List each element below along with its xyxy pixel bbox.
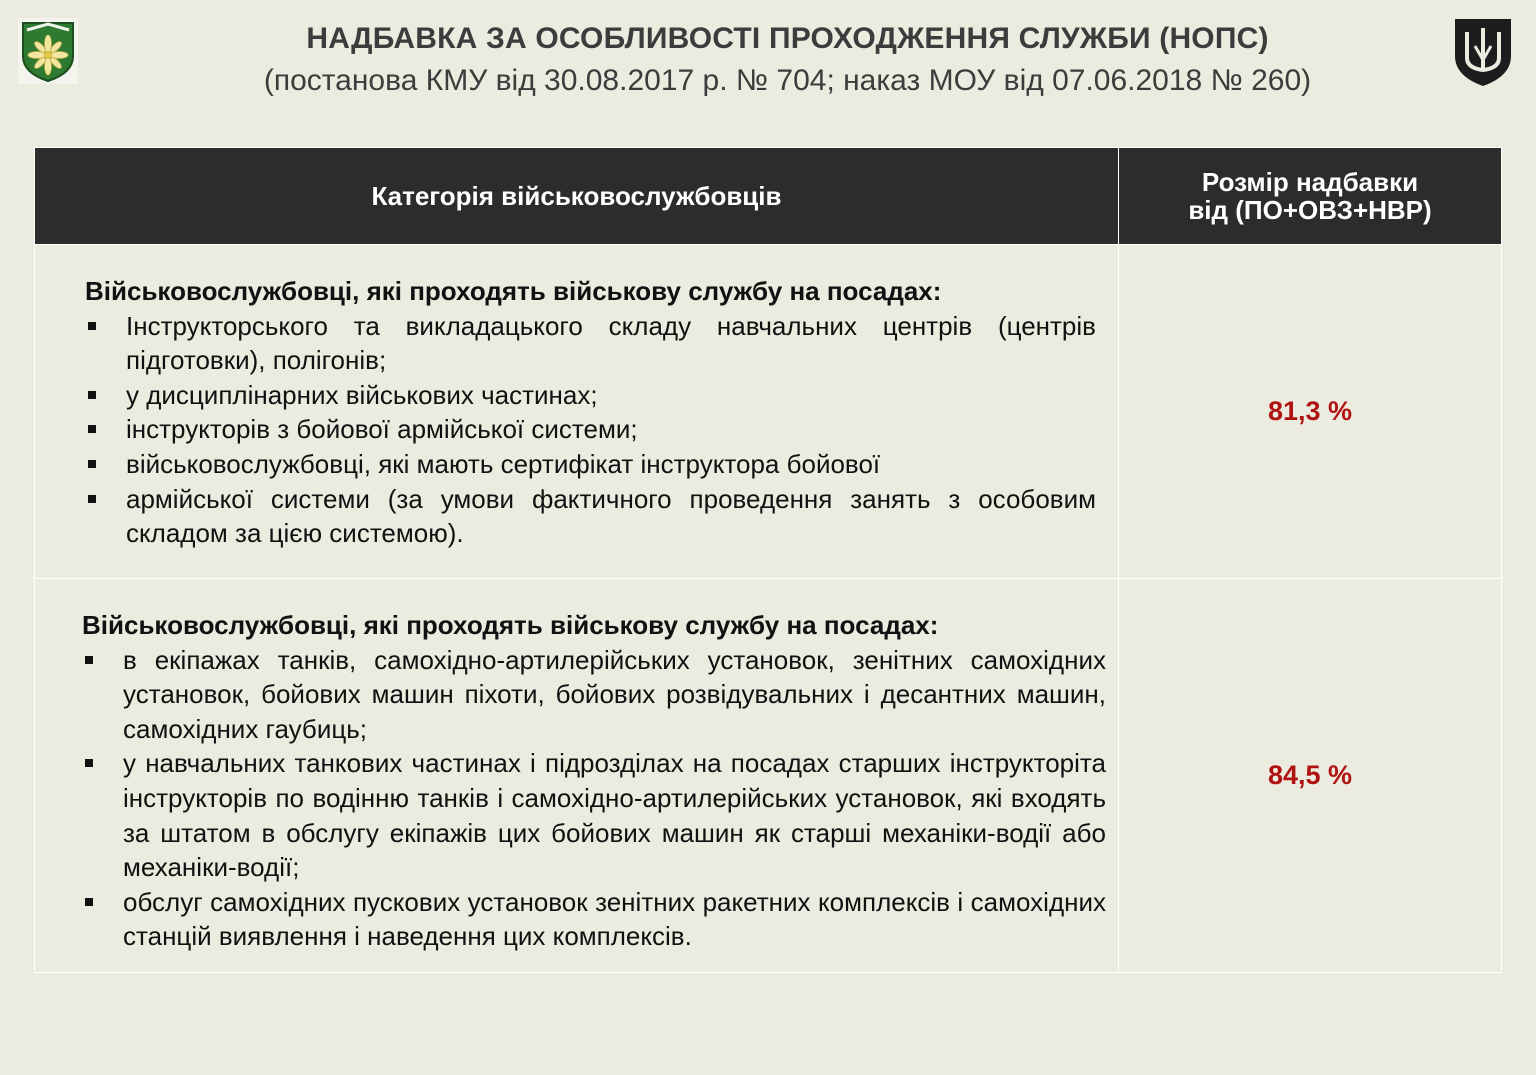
list-item-text: в екіпажах танків, самохідно-артилерійських установок, зенітних самохідних установок, бойових машин піхоти, бойових розвідувальних і десантних машин, самохідних гаубиць; [123,644,1106,744]
page-title: НАДБАВКА ЗА ОСОБЛИВОСТІ ПРОХОДЖЕННЯ СЛУЖБИ (НОПС) [306,22,1269,55]
list-item-text: Інструкторського та викладацького складу навчальних центрів (центрів підготовки), полігонів; [126,310,1096,376]
table-header-row [35,148,1502,245]
bullet-icon [85,759,93,767]
bullet-icon [88,391,96,399]
page-subtitle: (постанова КМУ від 30.08.2017 р. № 704; наказ МОУ від 07.06.2018 № 260) [263,64,1312,97]
column-header-amount-line2: від (ПО+ОВЗ+НВР) [1188,195,1432,225]
list-item-text: у дисциплінарних військових частинах; [126,379,598,410]
column-header-amount-line1: Розмір надбавки [1201,167,1419,197]
list-item [82,746,1106,884]
bullet-icon [88,322,96,330]
allowance-value: 81,3 % [1119,245,1502,579]
list-item-text: інструкторів з бойової армійської системи; [126,414,638,445]
bullet-icon [88,495,96,503]
category-heading: Військовослужбовці, які проходять військову службу на посадах: [82,610,939,640]
table-row [35,579,1502,973]
column-header-category: Категорія військовослужбовців [35,148,1119,245]
list-item [85,412,1096,447]
list-item-text: у навчальних танкових частинах і підрозділах на посадах старших інструкторіта інструкторів по водінню танків і самохідно-артилерійських установок, які входять за штатом в обслугу екіпажів цих бойових машин як старші механіки-водії або механіки-водії; [123,748,1106,883]
list-item [82,885,1106,954]
list-item [85,447,1096,482]
column-header-amount [1119,148,1502,245]
category-cell [35,579,1119,973]
bullet-icon [85,898,93,906]
bullet-icon [88,460,96,468]
category-heading: Військовослужбовці, які проходять військову службу на посадах: [85,276,942,306]
allowance-value: 84,5 % [1119,579,1502,973]
category-list [85,309,1096,551]
green-shield-emblem-icon [18,18,78,84]
list-item [85,378,1096,413]
allowance-table [34,147,1502,973]
bullet-icon [85,656,93,664]
list-item-text: обслуг самохідних пускових установок зенітних ракетних комплексів і самохідних станцій виявлення і наведення цих комплексів. [123,886,1106,952]
list-item [82,643,1106,747]
category-list [82,643,1106,954]
list-item-text: армійської системи (за умови фактичного проведення занять з особовим складом за цією системою). [126,483,1096,549]
list-item [85,482,1096,551]
bullet-icon [88,425,96,433]
list-item [85,309,1096,378]
table-row [35,245,1502,579]
list-item-text: військовослужбовці, які мають сертифікат інструктора бойової [126,448,881,479]
category-cell [35,245,1119,579]
